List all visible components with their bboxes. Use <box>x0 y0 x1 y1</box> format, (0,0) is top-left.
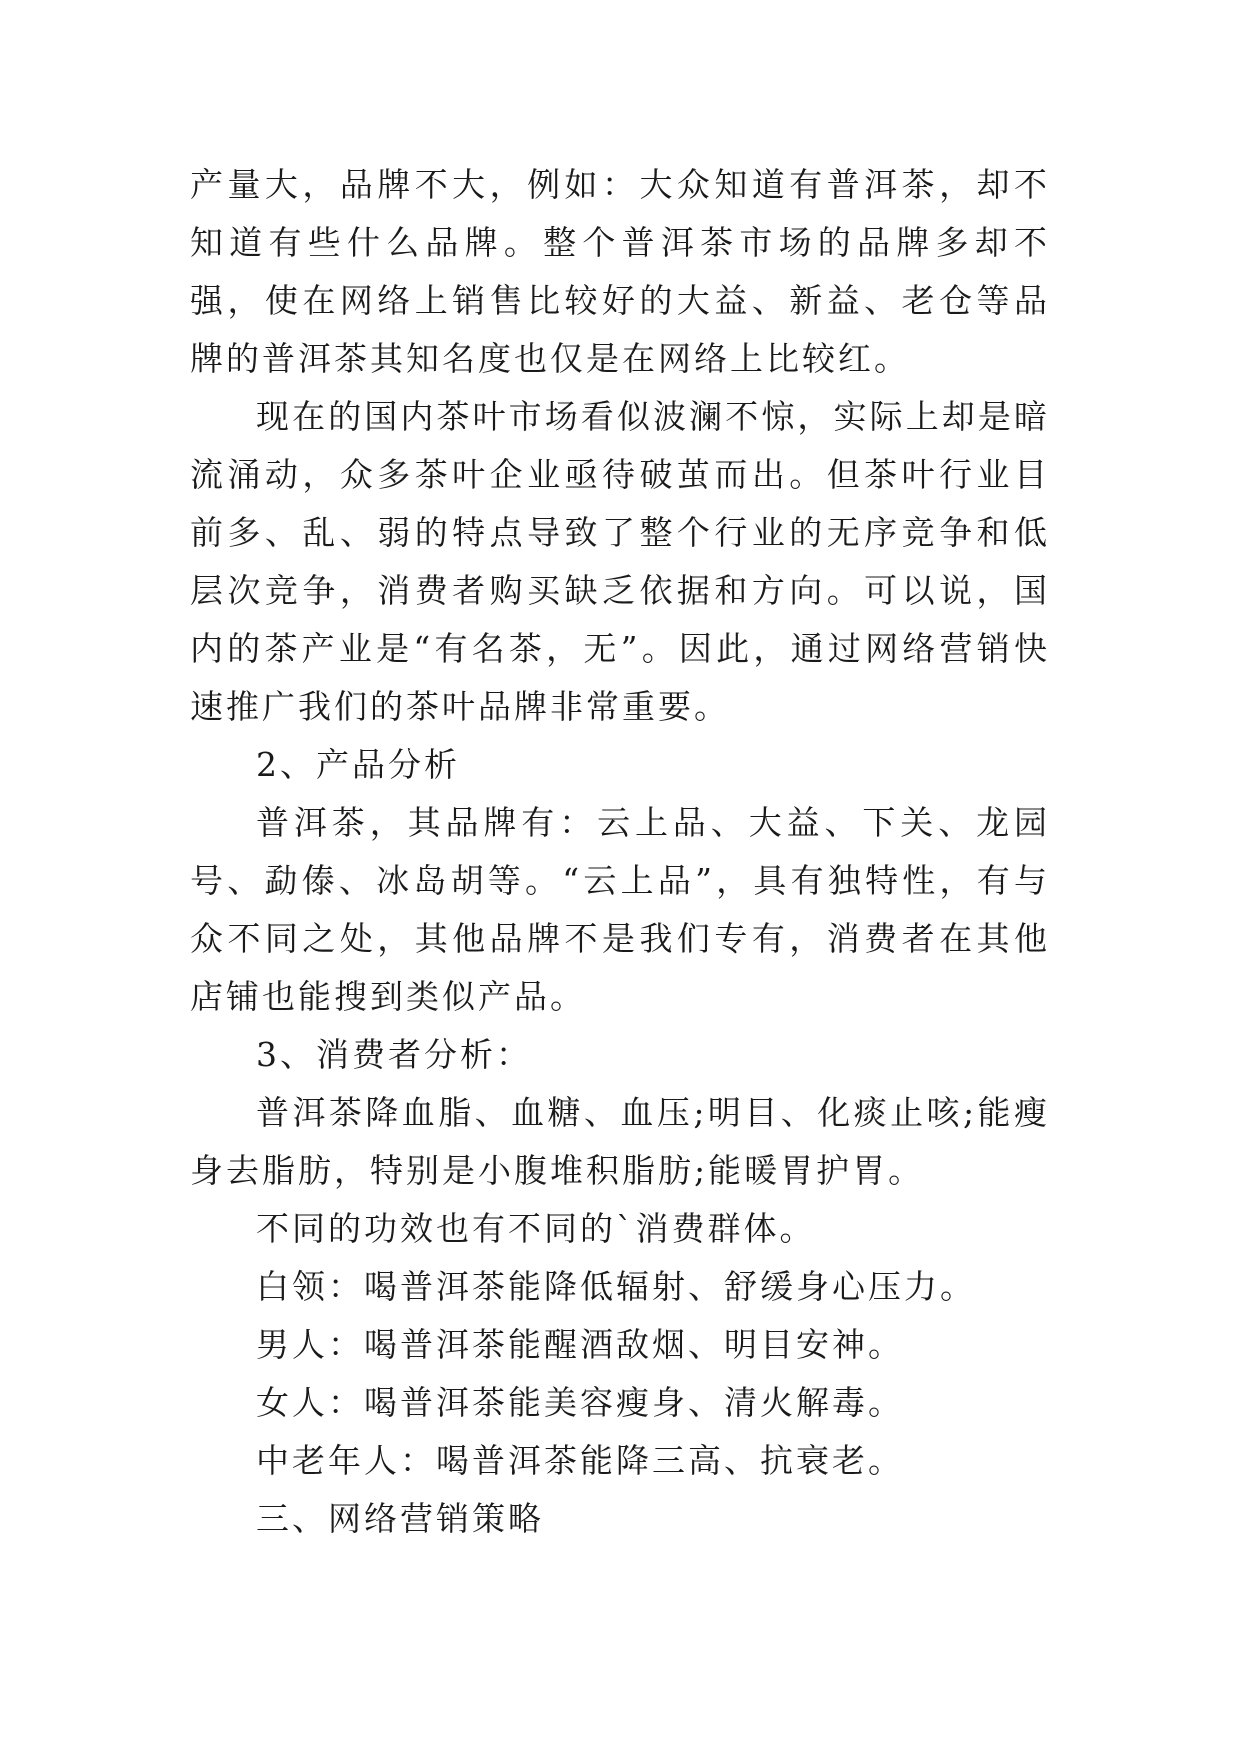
paragraph-market-status: 现在的国内茶叶市场看似波澜不惊，实际上却是暗流涌动，众多茶叶企业亟待破茧而出。但茶叶行业目前多、乱、弱的特点导致了整个行业的无序竞争和低层次竞争，消费者购买缺乏依据和方向。可以说，国内的茶产业是“有名茶，无”。因此，通过网络营销快速推广我们的茶叶品牌非常重要。 <box>190 397 1050 726</box>
list-item-elderly: 中老年人：喝普洱茶能降三高、抗衰老。 <box>256 1441 904 1480</box>
heading-product-analysis: 2、产品分析 <box>256 745 460 784</box>
paragraph-tea-benefits: 普洱茶降血脂、血糖、血压;明目、化痰止咳;能瘦身去脂肪，特别是小腹堆积脂肪;能暖胃护胃。 <box>190 1093 1050 1190</box>
heading-consumer-analysis: 3、消费者分析： <box>256 1035 532 1074</box>
paragraph-product-brands: 普洱茶，其品牌有：云上品、大益、下关、龙园号、勐傣、冰岛胡等。“云上品”，具有独特性，有与众不同之处，其他品牌不是我们专有，消费者在其他店铺也能搜到类似产品。 <box>190 803 1050 1016</box>
paragraph-brand-overview: 产量大，品牌不大，例如：大众知道有普洱茶，却不知道有些什么品牌。整个普洱茶市场的品牌多却不强，使在网络上销售比较好的大益、新益、老仓等品牌的普洱茶其知名度也仅是在网络上比较红。 <box>190 165 1050 378</box>
list-item-white-collar: 白领：喝普洱茶能降低辐射、舒缓身心压力。 <box>256 1267 976 1306</box>
document-body <box>190 156 1050 1548</box>
list-item-men: 男人：喝普洱茶能醒酒敌烟、明目安神。 <box>256 1325 904 1364</box>
list-item-women: 女人：喝普洱茶能美容瘦身、清火解毒。 <box>256 1383 904 1422</box>
paragraph-consumer-groups: 不同的功效也有不同的`消费群体。 <box>256 1209 816 1248</box>
heading-marketing-strategy: 三、网络营销策略 <box>256 1499 544 1538</box>
